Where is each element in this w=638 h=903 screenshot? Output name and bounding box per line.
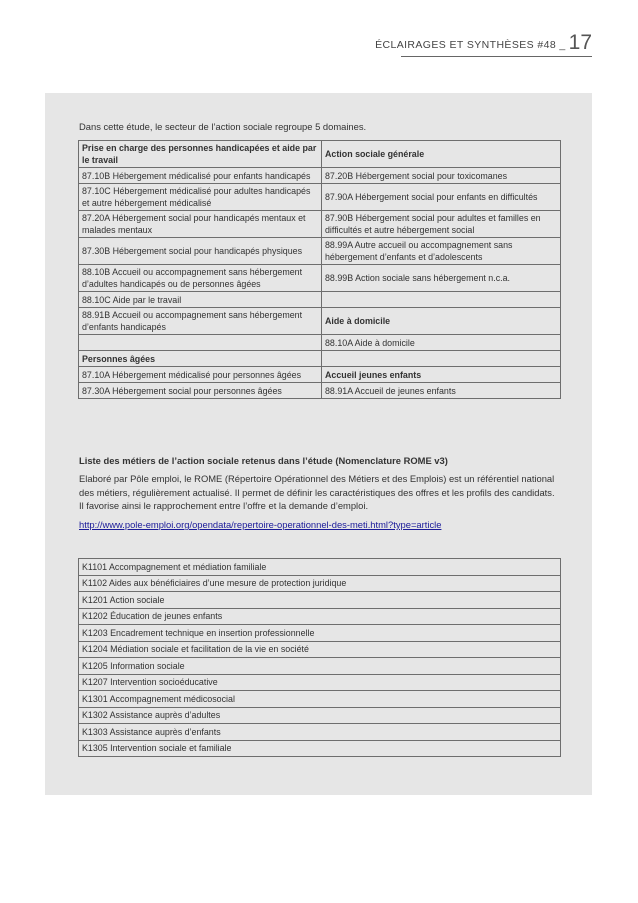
table-row	[79, 335, 561, 351]
table-row	[79, 575, 561, 592]
table-row	[79, 308, 561, 335]
table-row	[79, 674, 561, 691]
paragraph-line: des métiers, régulièrement actualisé. Il permet de définir les caractéristiques des offres et les profils des candidats.	[79, 486, 555, 498]
table-cell: 88.91A Accueil de jeunes enfants	[322, 383, 561, 399]
table-cell: 88.99B Action sociale sans hébergement n.c.a.	[322, 265, 561, 292]
table-cell: K1305 Intervention sociale et familiale	[79, 740, 561, 757]
table-row	[79, 265, 561, 292]
table-cell	[79, 335, 322, 351]
table-cell: K1302 Assistance auprès d’adultes	[79, 707, 561, 724]
table-row	[79, 184, 561, 211]
table-row	[79, 367, 561, 383]
paragraph-line: Il favorise ainsi le rapprochement entre l’offre et la demande d’emploi.	[79, 500, 369, 511]
table-cell: K1303 Assistance auprès d’enfants	[79, 724, 561, 741]
table-row	[79, 383, 561, 399]
table-cell: 87.30A Hébergement social pour personnes âgées	[79, 383, 322, 399]
table-cell: 88.10A Aide à domicile	[322, 335, 561, 351]
table-row	[79, 592, 561, 609]
metiers-paragraph	[79, 472, 569, 513]
table-cell: 87.10A Hébergement médicalisé pour personnes âgées	[79, 367, 322, 383]
page-number: 17	[568, 31, 592, 54]
table-row	[79, 691, 561, 708]
table-row	[79, 292, 561, 308]
table-cell: 87.10B Hébergement médicalisé pour enfants handicapés	[79, 168, 322, 184]
paragraph-line: Elaboré par Pôle emploi, le ROME (Répertoire Opérationnel des Métiers et des Emplois) est un référentiel national	[79, 473, 555, 484]
table-row	[79, 658, 561, 675]
table-cell: 88.10B Accueil ou accompagnement sans hébergement d’adultes handicapés ou de personnes âgées	[79, 265, 322, 292]
table-row	[79, 608, 561, 625]
metiers-title: Liste des métiers de l’action sociale retenus dans l’étude (Nomenclature ROME v3)	[79, 455, 448, 466]
domains-table	[78, 140, 561, 399]
table-cell: K1204 Médiation sociale et facilitation de la vie en société	[79, 641, 561, 658]
table-row	[79, 211, 561, 238]
table-cell: K1207 Intervention socioéducative	[79, 674, 561, 691]
table-row	[79, 641, 561, 658]
table-row	[79, 559, 561, 576]
table-cell: K1205 Information sociale	[79, 658, 561, 675]
table-cell: 88.91B Accueil ou accompagnement sans hébergement d’enfants handicapés	[79, 308, 322, 335]
header-rule	[401, 56, 592, 57]
table-section-header: Aide à domicile	[322, 308, 561, 335]
header-title: ÉCLAIRAGES ET SYNTHÈSES #48 _	[375, 39, 566, 51]
table-cell: 87.90A Hébergement social pour enfants en difficultés	[322, 184, 561, 211]
table-cell: 87.30B Hébergement social pour handicapés physiques	[79, 238, 322, 265]
table-row	[79, 707, 561, 724]
page-header	[375, 26, 592, 56]
table-cell	[322, 292, 561, 308]
table-cell: 87.90B Hébergement social pour adultes et familles en difficultés et autre hébergement social	[322, 211, 561, 238]
table-cell: 88.99A Autre accueil ou accompagnement sans hébergement d’enfants et d’adolescents	[322, 238, 561, 265]
table-cell	[322, 351, 561, 367]
table-header-cell: Prise en charge des personnes handicapées et aide par le travail	[79, 141, 322, 168]
table-cell: K1201 Action sociale	[79, 592, 561, 609]
table-row	[79, 351, 561, 367]
table-cell: 87.10C Hébergement médicalisé pour adultes handicapés et autre hébergement médicalisé	[79, 184, 322, 211]
table-section-header: Accueil jeunes enfants	[322, 367, 561, 383]
table-header-row	[79, 141, 561, 168]
table-row	[79, 724, 561, 741]
table-cell: K1203 Encadrement technique en insertion professionnelle	[79, 625, 561, 642]
table-cell: K1102 Aides aux bénéficiaires d’une mesure de protection juridique	[79, 575, 561, 592]
table-section-header: Personnes âgées	[79, 351, 322, 367]
table-header-cell: Action sociale générale	[322, 141, 561, 168]
intro-text: Dans cette étude, le secteur de l’action sociale regroupe 5 domaines.	[79, 121, 367, 132]
rome-link[interactable]: http://www.pole-emploi.org/opendata/repertoire-operationnel-des-meti.html?type=article	[79, 519, 442, 530]
table-row	[79, 740, 561, 757]
table-cell: 87.20A Hébergement social pour handicapés mentaux et malades mentaux	[79, 211, 322, 238]
table-cell: 87.20B Hébergement social pour toxicomanes	[322, 168, 561, 184]
rome-codes-table	[78, 558, 561, 757]
table-row	[79, 168, 561, 184]
table-cell: K1101 Accompagnement et médiation familiale	[79, 559, 561, 576]
table-row	[79, 625, 561, 642]
table-cell: 88.10C Aide par le travail	[79, 292, 322, 308]
table-row	[79, 238, 561, 265]
table-cell: K1301 Accompagnement médicosocial	[79, 691, 561, 708]
table-cell: K1202 Éducation de jeunes enfants	[79, 608, 561, 625]
